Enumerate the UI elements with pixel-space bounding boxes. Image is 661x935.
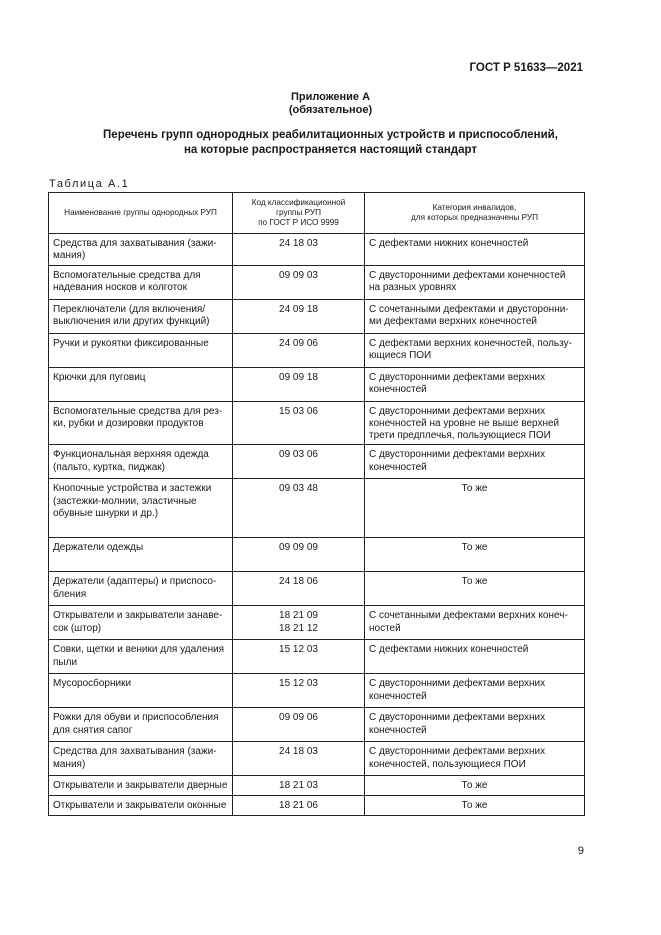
row-code-cell: 24 09 18 bbox=[233, 299, 365, 333]
table-row bbox=[49, 265, 585, 299]
row-category-cell: С дефектами нижних конечностей bbox=[365, 234, 585, 266]
table-row bbox=[49, 742, 585, 776]
table-row bbox=[49, 606, 585, 640]
header-code-line-1: Код классификационной bbox=[251, 198, 346, 207]
row-category-cell: С сочетанными дефектами верхних конеч- ностей bbox=[365, 606, 585, 640]
row-name-cell: Совки, щетки и веники для удаления пыли bbox=[49, 640, 233, 674]
appendix-title: Приложение А bbox=[290, 91, 371, 103]
table-row bbox=[49, 708, 585, 742]
row-name-cell: Держатели (адаптеры) и приспосо- бления bbox=[49, 572, 233, 606]
header-code-line-2: группы РУП bbox=[276, 208, 321, 217]
table-row bbox=[49, 796, 585, 816]
row-code-cell: 18 21 03 bbox=[233, 776, 365, 796]
row-name-cell: Средства для захватывания (зажи- мания) bbox=[49, 742, 233, 776]
header-code bbox=[233, 193, 365, 234]
row-category-cell: С двусторонними дефектами верхних конечностей bbox=[365, 674, 585, 708]
row-category-cell: То же bbox=[365, 479, 585, 538]
row-code-cell: 15 12 03 bbox=[233, 640, 365, 674]
row-name-cell: Рожки для обуви и приспособления для снятия сапог bbox=[49, 708, 233, 742]
row-code-cell: 15 03 06 bbox=[233, 401, 365, 445]
table-row bbox=[49, 572, 585, 606]
row-code-cell: 09 09 03 bbox=[233, 265, 365, 299]
table-row bbox=[49, 674, 585, 708]
table-caption: Таблица А.1 bbox=[49, 178, 130, 190]
standard-number: ГОСТ Р 51633—2021 bbox=[469, 62, 583, 74]
row-category-cell: С двусторонними дефектами верхних конечностей bbox=[365, 367, 585, 401]
row-name-cell: Держатели одежды bbox=[49, 538, 233, 572]
header-category-line-1: Категория инвалидов, bbox=[432, 203, 517, 212]
row-code-cell: 09 09 18 bbox=[233, 367, 365, 401]
row-category-cell: С двусторонними дефектами конечностей на разных уровнях bbox=[365, 265, 585, 299]
row-name-cell: Открыватели и закрыватели занаве- сок (штор) bbox=[49, 606, 233, 640]
row-category-cell: То же bbox=[365, 796, 585, 816]
document-title bbox=[0, 128, 661, 158]
row-category-cell: С сочетанными дефектами и двусторонни- ми дефектами верхних конечностей bbox=[365, 299, 585, 333]
table-row bbox=[49, 401, 585, 445]
row-code-cell: 18 21 06 bbox=[233, 796, 365, 816]
row-name-cell: Вспомогательные средства для рез- ки, рубки и дозировки продуктов bbox=[49, 401, 233, 445]
header-name: Наименование группы однородных РУП bbox=[49, 193, 233, 234]
row-code-cell: 24 18 03 bbox=[233, 742, 365, 776]
table-row bbox=[49, 234, 585, 266]
row-category-cell: То же bbox=[365, 572, 585, 606]
row-category-cell: С двусторонними дефектами верхних конечностей bbox=[365, 708, 585, 742]
header-category bbox=[365, 193, 585, 234]
row-name-cell: Функциональная верхняя одежда (пальто, куртка, пиджак) bbox=[49, 445, 233, 479]
rup-table bbox=[48, 192, 585, 816]
table-row bbox=[49, 367, 585, 401]
row-name-cell: Переключатели (для включения/ выключения или других функций) bbox=[49, 299, 233, 333]
row-code-cell: 24 09 06 bbox=[233, 333, 365, 367]
title-line-2: на которые распространяется настоящий стандарт bbox=[183, 144, 478, 156]
row-category-cell: С двусторонними дефектами верхних конечностей, пользующиеся ПОИ bbox=[365, 742, 585, 776]
table-row bbox=[49, 479, 585, 538]
row-category-cell: То же bbox=[365, 776, 585, 796]
table-row bbox=[49, 538, 585, 572]
row-code-cell: 09 03 48 bbox=[233, 479, 365, 538]
row-code-cell: 24 18 03 bbox=[233, 234, 365, 266]
appendix-subtitle: (обязательное) bbox=[288, 104, 373, 116]
header-code-line-3: по ГОСТ Р ИСО 9999 bbox=[258, 218, 339, 227]
page-number: 9 bbox=[577, 845, 584, 857]
table-row bbox=[49, 333, 585, 367]
table-row bbox=[49, 445, 585, 479]
table-row bbox=[49, 299, 585, 333]
row-code-cell: 09 09 09 bbox=[233, 538, 365, 572]
row-code-cell: 15 12 03 bbox=[233, 674, 365, 708]
row-name-cell: Ручки и рукоятки фиксированные bbox=[49, 333, 233, 367]
row-category-cell: С двусторонними дефектами верхних конечностей bbox=[365, 445, 585, 479]
row-name-cell: Вспомогательные средства для надевания носков и колготок bbox=[49, 265, 233, 299]
table-row bbox=[49, 640, 585, 674]
row-code-cell: 24 18 06 bbox=[233, 572, 365, 606]
table-row bbox=[49, 776, 585, 796]
row-code-cell: 09 09 06 bbox=[233, 708, 365, 742]
header-category-line-2: для которых предназначены РУП bbox=[411, 213, 538, 222]
row-name-cell: Кнопочные устройства и застежки (застежки-молнии, эластичные обувные шнурки и др.) bbox=[49, 479, 233, 538]
row-category-cell: С дефектами верхних конечностей, пользу- ющиеся ПОИ bbox=[365, 333, 585, 367]
table-header bbox=[49, 193, 585, 234]
row-category-cell: С двусторонними дефектами верхних конечностей на уровне не выше верхней трети предплечья, пользующиеся ПОИ bbox=[365, 401, 585, 445]
row-name-cell: Мусоросборники bbox=[49, 674, 233, 708]
title-line-1: Перечень групп однородных реабилитационных устройств и приспособлений, bbox=[103, 129, 558, 141]
row-code-cell: 09 03 06 bbox=[233, 445, 365, 479]
row-category-cell: То же bbox=[365, 538, 585, 572]
row-name-cell: Крючки для пуговиц bbox=[49, 367, 233, 401]
table-body bbox=[49, 234, 585, 816]
appendix-heading bbox=[0, 91, 661, 117]
row-category-cell: С дефектами нижних конечностей bbox=[365, 640, 585, 674]
row-code-cell: 18 21 09 18 21 12 bbox=[233, 606, 365, 640]
row-name-cell: Средства для захватывания (зажи- мания) bbox=[49, 234, 233, 266]
row-name-cell: Открыватели и закрыватели оконные bbox=[49, 796, 233, 816]
row-name-cell: Открыватели и закрыватели дверные bbox=[49, 776, 233, 796]
